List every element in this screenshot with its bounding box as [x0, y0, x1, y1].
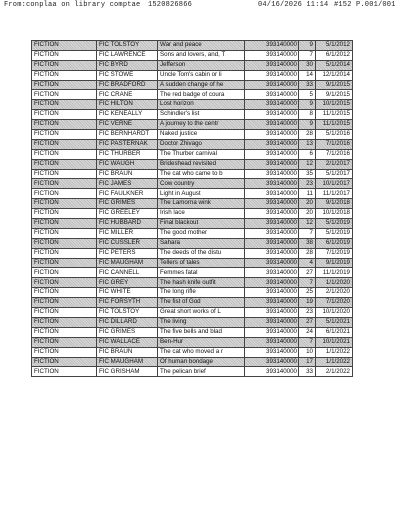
- table-row: [32, 317, 353, 327]
- count-cell: 30: [299, 60, 316, 70]
- genre-cell: FICTION: [32, 179, 97, 189]
- genre-cell: FICTION: [32, 199, 97, 209]
- genre-cell: FICTION: [32, 308, 97, 318]
- title-cell: War and peace: [158, 41, 245, 51]
- barcode-cell: 393140000: [245, 367, 299, 377]
- title-cell: Cow country: [158, 179, 245, 189]
- table-row: [32, 219, 353, 229]
- date-cell: 11/1/2015: [316, 120, 353, 130]
- genre-cell: FICTION: [32, 130, 97, 140]
- date-cell: 2/1/2022: [316, 367, 353, 377]
- call-number-cell: FIC TOLSTOY: [97, 41, 158, 51]
- table-row: [32, 159, 353, 169]
- count-cell: 20: [299, 199, 316, 209]
- date-cell: 5/1/2012: [316, 41, 353, 51]
- title-cell: Lost horizon: [158, 100, 245, 110]
- fax-page: #152 P.001/001: [334, 1, 396, 9]
- title-cell: Brideshead revisited: [158, 159, 245, 169]
- call-number-cell: FIC BRADFORD: [97, 80, 158, 90]
- genre-cell: FICTION: [32, 120, 97, 130]
- barcode-cell: 393140000: [245, 179, 299, 189]
- count-cell: 11: [299, 189, 316, 199]
- genre-cell: FICTION: [32, 189, 97, 199]
- barcode-cell: 393140000: [245, 149, 299, 159]
- fax-number: 1520826866: [148, 1, 193, 9]
- barcode-cell: 393140000: [245, 238, 299, 248]
- genre-cell: FICTION: [32, 228, 97, 238]
- date-cell: 7/1/2019: [316, 248, 353, 258]
- count-cell: 23: [299, 308, 316, 318]
- title-cell: The pelican brief: [158, 367, 245, 377]
- table-row: [32, 179, 353, 189]
- barcode-cell: 393140000: [245, 100, 299, 110]
- count-cell: 20: [299, 209, 316, 219]
- table-row: [32, 238, 353, 248]
- count-cell: 28: [299, 130, 316, 140]
- barcode-cell: 393140000: [245, 199, 299, 209]
- call-number-cell: FIC CANNELL: [97, 268, 158, 278]
- count-cell: 17: [299, 357, 316, 367]
- fax-header: [0, 0, 400, 12]
- genre-cell: FICTION: [32, 268, 97, 278]
- genre-cell: FICTION: [32, 278, 97, 288]
- count-cell: 10: [299, 347, 316, 357]
- title-cell: Irish lace: [158, 209, 245, 219]
- date-cell: 2/1/2017: [316, 159, 353, 169]
- genre-cell: FICTION: [32, 337, 97, 347]
- barcode-cell: 393140000: [245, 219, 299, 229]
- count-cell: 7: [299, 50, 316, 60]
- book-list-table: [31, 40, 353, 377]
- title-cell: Jefferson: [158, 60, 245, 70]
- call-number-cell: FIC GRIMES: [97, 199, 158, 209]
- count-cell: 24: [299, 327, 316, 337]
- count-cell: 9: [299, 100, 316, 110]
- call-number-cell: FIC GRIMES: [97, 327, 158, 337]
- date-cell: 5/1/2019: [316, 219, 353, 229]
- date-cell: 11/1/2015: [316, 110, 353, 120]
- barcode-cell: 393140000: [245, 41, 299, 51]
- barcode-cell: 393140000: [245, 248, 299, 258]
- barcode-cell: 393140000: [245, 337, 299, 347]
- title-cell: Sahara: [158, 238, 245, 248]
- barcode-cell: 393140000: [245, 288, 299, 298]
- title-cell: Schindler's list: [158, 110, 245, 120]
- count-cell: 8: [299, 110, 316, 120]
- title-cell: The five bells and blad: [158, 327, 245, 337]
- barcode-cell: 393140000: [245, 258, 299, 268]
- genre-cell: FICTION: [32, 60, 97, 70]
- barcode-cell: 393140000: [245, 308, 299, 318]
- date-cell: 6/1/2019: [316, 238, 353, 248]
- count-cell: 7: [299, 228, 316, 238]
- call-number-cell: FIC TOLSTOY: [97, 308, 158, 318]
- table-row: [32, 189, 353, 199]
- barcode-cell: 393140000: [245, 120, 299, 130]
- genre-cell: FICTION: [32, 50, 97, 60]
- table-row: [32, 90, 353, 100]
- count-cell: 13: [299, 139, 316, 149]
- barcode-cell: 393140000: [245, 60, 299, 70]
- date-cell: 5/1/2014: [316, 60, 353, 70]
- date-cell: 11/1/2017: [316, 189, 353, 199]
- barcode-cell: 393140000: [245, 189, 299, 199]
- genre-cell: FICTION: [32, 169, 97, 179]
- title-cell: The cat who came to b: [158, 169, 245, 179]
- call-number-cell: FIC CUSSLER: [97, 238, 158, 248]
- title-cell: A journey to the centr: [158, 120, 245, 130]
- call-number-cell: FIC MAUGHAM: [97, 357, 158, 367]
- title-cell: A sudden change of he: [158, 80, 245, 90]
- date-cell: 9/1/2019: [316, 258, 353, 268]
- title-cell: The Thurber carnival: [158, 149, 245, 159]
- table-row: [32, 110, 353, 120]
- count-cell: 33: [299, 80, 316, 90]
- genre-cell: FICTION: [32, 298, 97, 308]
- spreadsheet-printout: [31, 40, 353, 377]
- call-number-cell: FIC PETERS: [97, 248, 158, 258]
- barcode-cell: 393140000: [245, 159, 299, 169]
- date-cell: 5/1/2016: [316, 130, 353, 140]
- genre-cell: FICTION: [32, 70, 97, 80]
- genre-cell: FICTION: [32, 209, 97, 219]
- call-number-cell: FIC HILTON: [97, 100, 158, 110]
- title-cell: Of human bondage: [158, 357, 245, 367]
- genre-cell: FICTION: [32, 238, 97, 248]
- title-cell: Tellers of tales: [158, 258, 245, 268]
- genre-cell: FICTION: [32, 288, 97, 298]
- table-row: [32, 149, 353, 159]
- barcode-cell: 393140000: [245, 298, 299, 308]
- genre-cell: FICTION: [32, 90, 97, 100]
- table-row: [32, 169, 353, 179]
- count-cell: 12: [299, 219, 316, 229]
- date-cell: 1/1/2022: [316, 347, 353, 357]
- genre-cell: FICTION: [32, 347, 97, 357]
- date-cell: 10/1/2017: [316, 179, 353, 189]
- count-cell: 27: [299, 268, 316, 278]
- table-row: [32, 357, 353, 367]
- count-cell: 4: [299, 258, 316, 268]
- barcode-cell: 393140000: [245, 268, 299, 278]
- date-cell: 10/1/2018: [316, 209, 353, 219]
- title-cell: Great short works of L: [158, 308, 245, 318]
- call-number-cell: FIC FAULKNER: [97, 189, 158, 199]
- date-cell: 5/1/2017: [316, 169, 353, 179]
- date-cell: 5/1/2021: [316, 317, 353, 327]
- table-row: [32, 41, 353, 51]
- call-number-cell: FIC BERNHARDT: [97, 130, 158, 140]
- title-cell: The fist of God: [158, 298, 245, 308]
- table-row: [32, 50, 353, 60]
- title-cell: The deeds of the distu: [158, 248, 245, 258]
- call-number-cell: FIC THURBER: [97, 149, 158, 159]
- table-row: [32, 347, 353, 357]
- barcode-cell: 393140000: [245, 80, 299, 90]
- call-number-cell: FIC BRAUN: [97, 347, 158, 357]
- table-row: [32, 60, 353, 70]
- date-cell: 6/1/2012: [316, 50, 353, 60]
- barcode-cell: 393140000: [245, 357, 299, 367]
- count-cell: 33: [299, 367, 316, 377]
- date-cell: 11/1/2019: [316, 268, 353, 278]
- genre-cell: FICTION: [32, 100, 97, 110]
- title-cell: The red badge of coura: [158, 90, 245, 100]
- table-row: [32, 308, 353, 318]
- date-cell: 10/1/2021: [316, 337, 353, 347]
- title-cell: The hash knife outfit: [158, 278, 245, 288]
- date-cell: 12/1/2014: [316, 70, 353, 80]
- count-cell: 12: [299, 159, 316, 169]
- date-cell: 7/1/2016: [316, 149, 353, 159]
- genre-cell: FICTION: [32, 139, 97, 149]
- call-number-cell: FIC JAMES: [97, 179, 158, 189]
- table-row: [32, 278, 353, 288]
- title-cell: Sons and lovers, and, T: [158, 50, 245, 60]
- call-number-cell: FIC GREELEY: [97, 209, 158, 219]
- count-cell: 7: [299, 337, 316, 347]
- barcode-cell: 393140000: [245, 228, 299, 238]
- date-cell: 7/1/2016: [316, 139, 353, 149]
- title-cell: Light in August: [158, 189, 245, 199]
- barcode-cell: 393140000: [245, 130, 299, 140]
- count-cell: 14: [299, 70, 316, 80]
- barcode-cell: 393140000: [245, 209, 299, 219]
- table-row: [32, 139, 353, 149]
- barcode-cell: 393140000: [245, 327, 299, 337]
- call-number-cell: FIC PASTERNAK: [97, 139, 158, 149]
- title-cell: Doctor Zhivago: [158, 139, 245, 149]
- genre-cell: FICTION: [32, 80, 97, 90]
- table-row: [32, 209, 353, 219]
- genre-cell: FICTION: [32, 219, 97, 229]
- title-cell: Ben-Hur: [158, 337, 245, 347]
- table-row: [32, 100, 353, 110]
- genre-cell: FICTION: [32, 159, 97, 169]
- call-number-cell: FIC BYRD: [97, 60, 158, 70]
- call-number-cell: FIC VERNE: [97, 120, 158, 130]
- barcode-cell: 393140000: [245, 110, 299, 120]
- call-number-cell: FIC WHITE: [97, 288, 158, 298]
- call-number-cell: FIC DILLARD: [97, 317, 158, 327]
- call-number-cell: FIC HUBBARD: [97, 219, 158, 229]
- table-row: [32, 337, 353, 347]
- barcode-cell: 393140000: [245, 169, 299, 179]
- count-cell: 23: [299, 179, 316, 189]
- call-number-cell: FIC FORSYTH: [97, 298, 158, 308]
- title-cell: Femmes fatal: [158, 268, 245, 278]
- call-number-cell: FIC STOWE: [97, 70, 158, 80]
- barcode-cell: 393140000: [245, 317, 299, 327]
- title-cell: The living: [158, 317, 245, 327]
- genre-cell: FICTION: [32, 317, 97, 327]
- fax-datetime: 04/16/2026 11:14: [258, 1, 329, 9]
- date-cell: 1/1/2022: [316, 357, 353, 367]
- count-cell: 28: [299, 248, 316, 258]
- table-row: [32, 288, 353, 298]
- count-cell: 27: [299, 317, 316, 327]
- count-cell: 9: [299, 41, 316, 51]
- date-cell: 10/1/2020: [316, 308, 353, 318]
- table-row: [32, 199, 353, 209]
- table-row: [32, 367, 353, 377]
- table-row: [32, 70, 353, 80]
- table-row: [32, 268, 353, 278]
- barcode-cell: 393140000: [245, 347, 299, 357]
- count-cell: 35: [299, 169, 316, 179]
- call-number-cell: FIC MILLER: [97, 228, 158, 238]
- date-cell: 6/1/2021: [316, 327, 353, 337]
- call-number-cell: FIC GRISHAM: [97, 367, 158, 377]
- count-cell: 25: [299, 288, 316, 298]
- genre-cell: FICTION: [32, 248, 97, 258]
- count-cell: 5: [299, 90, 316, 100]
- date-cell: 1/1/2020: [316, 278, 353, 288]
- barcode-cell: 393140000: [245, 70, 299, 80]
- genre-cell: FICTION: [32, 149, 97, 159]
- call-number-cell: FIC CRANE: [97, 90, 158, 100]
- barcode-cell: 393140000: [245, 50, 299, 60]
- call-number-cell: FIC BRAUN: [97, 169, 158, 179]
- title-cell: The Lamorna wink: [158, 199, 245, 209]
- table-row: [32, 80, 353, 90]
- date-cell: 2/1/2020: [316, 288, 353, 298]
- table-row: [32, 120, 353, 130]
- date-cell: 5/1/2019: [316, 228, 353, 238]
- call-number-cell: FIC MAUGHAM: [97, 258, 158, 268]
- call-number-cell: FIC WALLACE: [97, 337, 158, 347]
- count-cell: 38: [299, 238, 316, 248]
- barcode-cell: 393140000: [245, 278, 299, 288]
- title-cell: The good mother: [158, 228, 245, 238]
- genre-cell: FICTION: [32, 258, 97, 268]
- call-number-cell: FIC WAUGH: [97, 159, 158, 169]
- barcode-cell: 393140000: [245, 90, 299, 100]
- table-row: [32, 130, 353, 140]
- date-cell: 7/1/2020: [316, 298, 353, 308]
- call-number-cell: FIC LAWRENCE: [97, 50, 158, 60]
- call-number-cell: FIC GREY: [97, 278, 158, 288]
- barcode-cell: 393140000: [245, 139, 299, 149]
- table-row: [32, 258, 353, 268]
- fax-from: From:conplaa on library comptae: [4, 1, 141, 9]
- count-cell: 7: [299, 278, 316, 288]
- title-cell: The long rifle: [158, 288, 245, 298]
- genre-cell: FICTION: [32, 110, 97, 120]
- date-cell: 10/1/2015: [316, 100, 353, 110]
- table-row: [32, 327, 353, 337]
- date-cell: 9/1/2018: [316, 199, 353, 209]
- count-cell: 9: [299, 120, 316, 130]
- genre-cell: FICTION: [32, 327, 97, 337]
- title-cell: Final blackout: [158, 219, 245, 229]
- date-cell: 9/1/2015: [316, 90, 353, 100]
- table-row: [32, 298, 353, 308]
- table-row: [32, 228, 353, 238]
- title-cell: Naked justice: [158, 130, 245, 140]
- genre-cell: FICTION: [32, 367, 97, 377]
- title-cell: Uncle Tom's cabin or li: [158, 70, 245, 80]
- table-body: [32, 41, 353, 377]
- count-cell: 19: [299, 298, 316, 308]
- table-row: [32, 248, 353, 258]
- genre-cell: FICTION: [32, 357, 97, 367]
- title-cell: The cat who moved a r: [158, 347, 245, 357]
- count-cell: 6: [299, 149, 316, 159]
- call-number-cell: FIC KENEALLY: [97, 110, 158, 120]
- genre-cell: FICTION: [32, 41, 97, 51]
- date-cell: 9/1/2015: [316, 80, 353, 90]
